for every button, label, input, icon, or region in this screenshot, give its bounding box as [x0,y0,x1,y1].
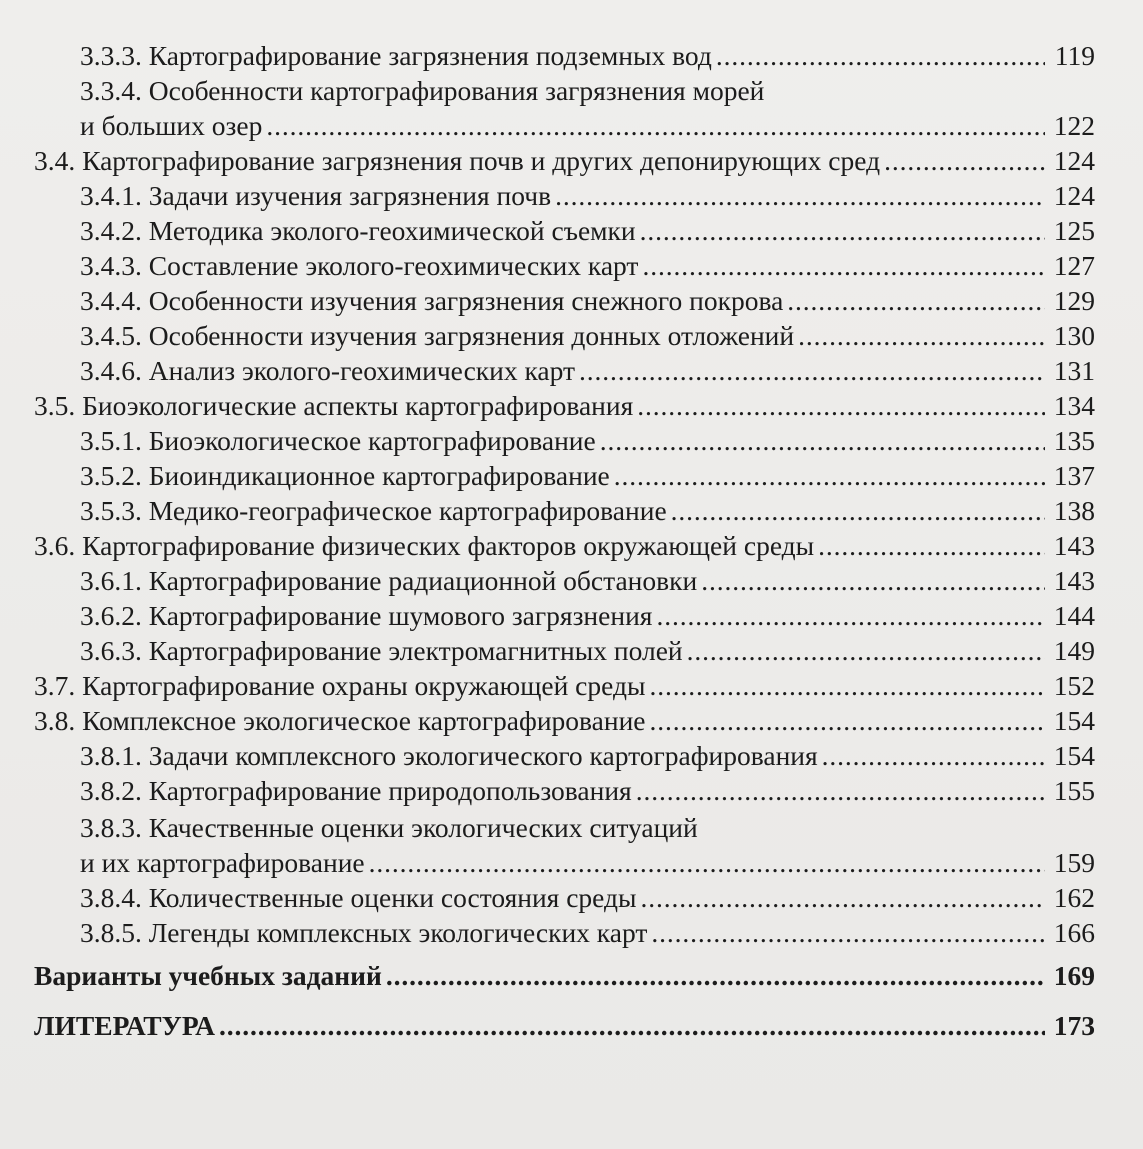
toc-entry-continuation [0,108,1143,143]
toc-entry-title: 3.6. Картографирование физических факторов окружающей среды [34,530,815,561]
toc-entry-page: 129 [1053,285,1095,316]
toc-entry-page: 125 [1053,215,1095,246]
dot-leader [650,703,1046,738]
toc-entry [0,668,1143,703]
dot-leader [716,38,1045,73]
toc-entry-title: 3.8.5. Легенды комплексных экологических карт [80,917,648,948]
toc-entry-page: 162 [1053,882,1095,913]
toc-entry-title: и больших озер [80,110,263,141]
toc-entry-title: 3.8. Комплексное экологическое картографирование [34,705,646,736]
toc-entry [0,528,1143,563]
toc-entry [0,143,1143,178]
toc-entry-title: 3.8.4. Количественные оценки состояния среды [80,882,637,913]
toc-entry [0,388,1143,423]
toc-entry-title: 3.6.3. Картографирование электромагнитных полей [80,635,683,666]
toc-entry-page: 124 [1053,145,1095,176]
toc-entry [0,178,1143,213]
toc-entry-title: 3.5.1. Биоэкологическое картографирование [80,425,596,456]
toc-entry [0,353,1143,388]
toc-entry-title: 3.7. Картографирование охраны окружающей среды [34,670,646,701]
toc-entry-page: 134 [1053,390,1095,421]
toc-entry [0,318,1143,353]
dot-leader [640,880,1045,915]
dot-leader [637,388,1045,423]
toc-entry-page: 154 [1053,705,1095,736]
toc-entry [0,633,1143,668]
toc-entry [0,773,1143,808]
dot-leader [687,633,1045,668]
dot-leader [818,528,1045,563]
dot-leader [884,143,1045,178]
toc-entry-continuation [0,845,1143,880]
dot-leader [649,668,1045,703]
toc-entry-title: 3.4.2. Методика эколого-геохимической съемки [80,215,636,246]
toc-entry [0,880,1143,915]
dot-leader [798,318,1045,353]
toc-entry-page: 143 [1053,565,1095,596]
toc-entry-page: 169 [1053,960,1095,991]
dot-leader [600,423,1045,458]
dot-leader [636,773,1045,808]
toc-entry [0,213,1143,248]
toc-entry-title: 3.4. Картографирование загрязнения почв и других депонирующих сред [34,145,881,176]
dot-leader [822,738,1045,773]
dot-leader [555,178,1045,213]
toc-entry-page: 154 [1053,740,1095,771]
toc-entry-page: 159 [1053,847,1095,878]
toc-entry-page: 152 [1053,670,1095,701]
toc-entry [0,458,1143,493]
toc-entry-page: 144 [1053,600,1095,631]
toc-entry-page: 119 [1054,40,1095,71]
toc-entry-title: 3.4.1. Задачи изучения загрязнения почв [80,180,552,211]
toc-entry-title: и их картографирование [80,847,365,878]
toc-entry-title: 3.4.5. Особенности изучения загрязнения донных отложений [80,320,795,351]
dot-leader [642,248,1045,283]
toc-entry-page: 135 [1053,425,1095,456]
toc-entry-page: 143 [1053,530,1095,561]
dot-leader [656,598,1045,633]
dot-leader [701,563,1045,598]
toc-entry-title: 3.4.3. Составление эколого-геохимических карт [80,250,639,281]
toc-entry-title: 3.4.6. Анализ эколого-геохимических карт [80,355,576,386]
toc-entry-title: 3.5. Биоэкологические аспекты картографирования [34,390,634,421]
toc-entry-page: 137 [1053,460,1095,491]
toc-entry [0,563,1143,598]
dot-leader [579,353,1045,388]
toc-entry-title: 3.5.3. Медико-географическое картографирование [80,495,667,526]
toc-entry-title-line1: 3.3.4. Особенности картографирования загрязнения морей [80,75,765,106]
toc-entry [0,1008,1143,1043]
toc-entry-page: 122 [1053,110,1095,141]
toc-entry-page: 173 [1053,1010,1095,1041]
toc-entry [0,73,1143,108]
toc-entry-page: 130 [1053,320,1095,351]
toc-entry-page: 149 [1053,635,1095,666]
toc-entry-title: ЛИТЕРАТУРА [34,1010,215,1041]
toc-entry-title: 3.8.1. Задачи комплексного экологического картографирования [80,740,818,771]
dot-leader [640,213,1045,248]
toc-entry [0,248,1143,283]
toc-entry-title: 3.6.1. Картографирование радиационной обстановки [80,565,698,596]
toc-entry-title: 3.6.2. Картографирование шумового загрязнения [80,600,653,631]
toc-entry [0,598,1143,633]
toc-entry-page: 155 [1053,775,1095,806]
toc-entry [0,423,1143,458]
toc-entry-title: Варианты учебных заданий [34,960,382,991]
dot-leader [614,458,1045,493]
toc-entry [0,283,1143,318]
toc-entry [0,958,1143,993]
dot-leader [787,283,1045,318]
toc-entry [0,703,1143,738]
toc-entry [0,810,1143,845]
toc-entry-page: 138 [1053,495,1095,526]
toc-entry-title: 3.3.3. Картографирование загрязнения подземных вод [80,40,712,71]
toc-entry [0,738,1143,773]
toc-entry-title: 3.4.4. Особенности изучения загрязнения снежного покрова [80,285,784,316]
dot-leader [219,1008,1045,1043]
toc-entry-page: 166 [1053,917,1095,948]
dot-leader [386,958,1045,993]
toc-entry-title-line1: 3.8.3. Качественные оценки экологических ситуаций [80,812,698,843]
toc-entry-title: 3.5.2. Биоиндикационное картографирование [80,460,610,491]
dot-leader [369,845,1045,880]
toc-entry [0,38,1143,73]
toc-entry [0,493,1143,528]
toc-entry-page: 124 [1053,180,1095,211]
dot-leader [651,915,1045,950]
toc-entry [0,915,1143,950]
toc-entry-page: 131 [1053,355,1095,386]
dot-leader [266,108,1045,143]
dot-leader [671,493,1045,528]
toc-entry-page: 127 [1053,250,1095,281]
toc-entry-title: 3.8.2. Картографирование природопользования [80,775,632,806]
